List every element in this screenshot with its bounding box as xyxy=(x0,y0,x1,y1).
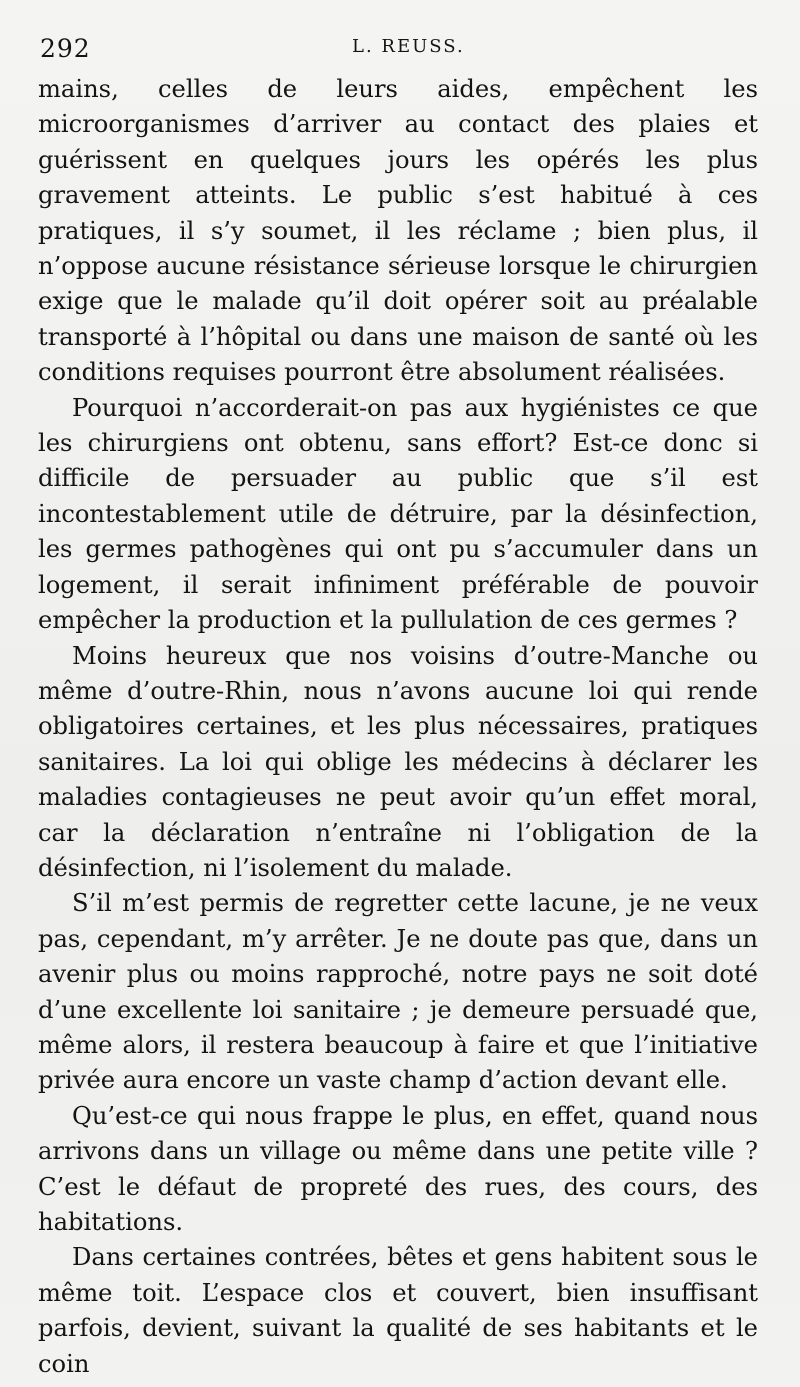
running-head xyxy=(38,24,758,72)
running-title: L. REUSS. xyxy=(352,36,465,57)
paragraph-continued: mains, celles de leurs aides, empêchent les microorganismes d’arriver au contact des plaies et guérissent en quelques jours les opérés les plus gravement atteints. Le public s’est habitué à ces pratiques, il s’y soumet, il les réclame ; bien plus, il n’oppose aucune résistance sérieuse lorsque le chirurgien exige que le malade qu’il doit opérer soit au préalable transporté à l’hôpital ou dans une maison de santé où les conditions requises pourront être absolument réalisées. xyxy=(38,75,758,387)
paragraph: Pourquoi n’accorderait-on pas aux hygiénistes ce que les chirurgiens ont obtenu, sans effort? Est-ce donc si difficile de persuader au public que s’il est incontestablement utile de détruire, par la désinfection, les germes pathogènes qui ont pu s’accumuler dans un logement, il serait infiniment préférable de pouvoir empêcher la production et la pullulation de ces germes ? xyxy=(38,393,758,635)
paragraph: Dans certaines contrées, bêtes et gens habitent sous le même toit. L’espace clos et couvert, bien insuffisant parfois, devient, suivant la qualité de ses habitants et le coin xyxy=(38,1243,758,1378)
paragraph: Qu’est-ce qui nous frappe le plus, en effet, quand nous arrivons dans un village ou même dans une petite ville ? C’est le défaut de propreté des rues, des cours, des habitations. xyxy=(38,1101,758,1236)
body-text xyxy=(38,72,758,1382)
page-number: 292 xyxy=(40,34,91,63)
paragraph: S’il m’est permis de regretter cette lacune, je ne veux pas, cependant, m’y arrêter. Je ne doute pas que, dans un avenir plus ou moins rapproché, notre pays ne soit doté d’une excellente loi sanitaire ; je demeure persuadé que, même alors, il restera beaucoup à faire et que l’initiative privée aura encore un vaste champ d’action devant elle. xyxy=(38,889,758,1095)
paragraph: Moins heureux que nos voisins d’outre-Manche ou même d’outre-Rhin, nous n’avons aucune loi qui rende obligatoires certaines, et les plus nécessaires, pratiques sanitaires. La loi qui oblige les médecins à déclarer les maladies contagieuses ne peut avoir qu’un effet moral, car la déclaration n’entraîne ni l’obligation de la désinfection, ni l’isolement du malade. xyxy=(38,641,758,882)
